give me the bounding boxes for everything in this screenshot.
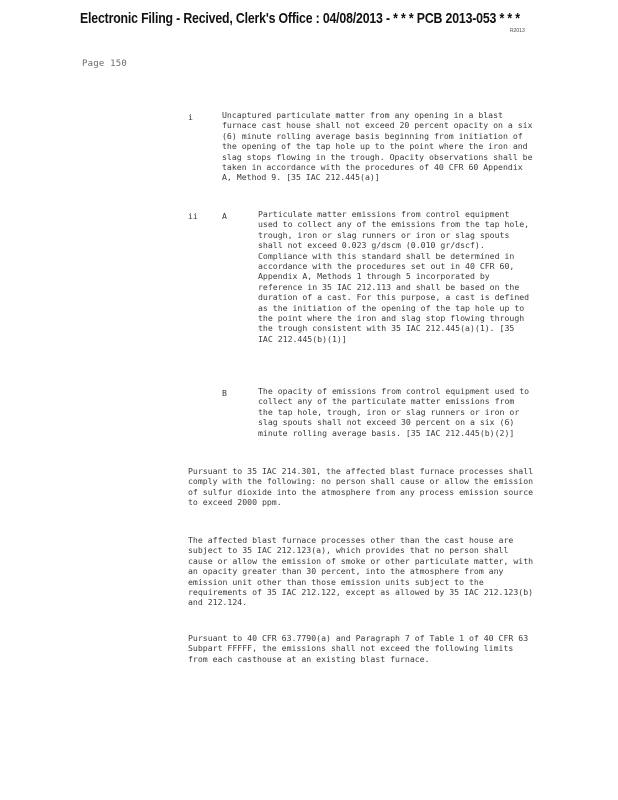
paragraph-casthouse-limits: Pursuant to 40 CFR 63.7790(a) and Paragraph 7 of Table 1 of 40 CFR 63 Subpart FFFFF, the emissions shall not exceed the following limits from each casthouse at an existing blast furnace. — [188, 633, 529, 664]
item-ii-a-text: Particulate matter emissions from control equipment used to collect any of the emissions from the tap hole, trough, iron or slag runners or iron or slag spouts shall not exceed 0.023 g/dscm (0.010 gr/dscf). Compliance with this standard shall be determined in accordance with the procedures set out in 40 CFR 60, Appendix A, Methods 1 through 5 incorporated by reference in 35 IAC 212.113 and shall be based on the duration of a cast. For this purpose, a cast is defined as the initiation of the opening of the tap hole up to the point where the iron and slag stop flowing through the trough consistent with 35 IAC 212.445(a)(1). [35 IAC 212.445(b)(1)] — [258, 209, 530, 344]
item-number-i: i — [188, 112, 193, 122]
filing-stamp-header: Electronic Filing - Recived, Clerk's Office : 04/08/2013 - * * * PCB 2013-053 * * * — [80, 10, 520, 27]
item-ii-b-label: B — [222, 388, 227, 398]
page-number: Page 150 — [82, 59, 127, 69]
paragraph-sulfur-dioxide: Pursuant to 35 IAC 214.301, the affected blast furnace processes shall comply with the following: no person shall cause or allow the emission of sulfur dioxide into the atmosphere from any process emission source to exceed 2000 ppm. — [188, 466, 534, 508]
item-ii-b-text: The opacity of emissions from control equipment used to collect any of the particulate matter emissions from the tap hole, trough, iron or slag runners or iron or slag spouts shall not exceed 30 percent on a six (6) minute rolling average basis. [35 IAC 212.445(b)(2)] — [258, 386, 530, 438]
item-i-text: Uncaptured particulate matter from any opening in a blast furnace cast house shall not exceed 20 percent opacity on a six (6) minute rolling average basis beginning from initiation of the opening of the tap hole up to the point where the iron and slag stops flowing in the trough. Opacity observations shall be taken in accordance with the procedures of 40 CFR 60 Appendix A, Method 9. [35 IAC 212.445(a)] — [222, 110, 533, 183]
item-number-ii: ii — [188, 211, 198, 221]
paragraph-opacity-limit: The affected blast furnace processes other than the cast house are subject to 35 IAC 212.123(a), which provides that no person shall cause or allow the emission of smoke or other particulate matter, with an opacity greater than 30 percent, into the atmosphere from any emission unit other than those emission units subject to the requirements of 35 IAC 212.122, except as allowed by 35 IAC 212.123(b) and 212.124. — [188, 535, 534, 608]
item-ii-a-label: A — [222, 211, 227, 221]
filing-stamp-code: R2013 — [510, 28, 525, 34]
